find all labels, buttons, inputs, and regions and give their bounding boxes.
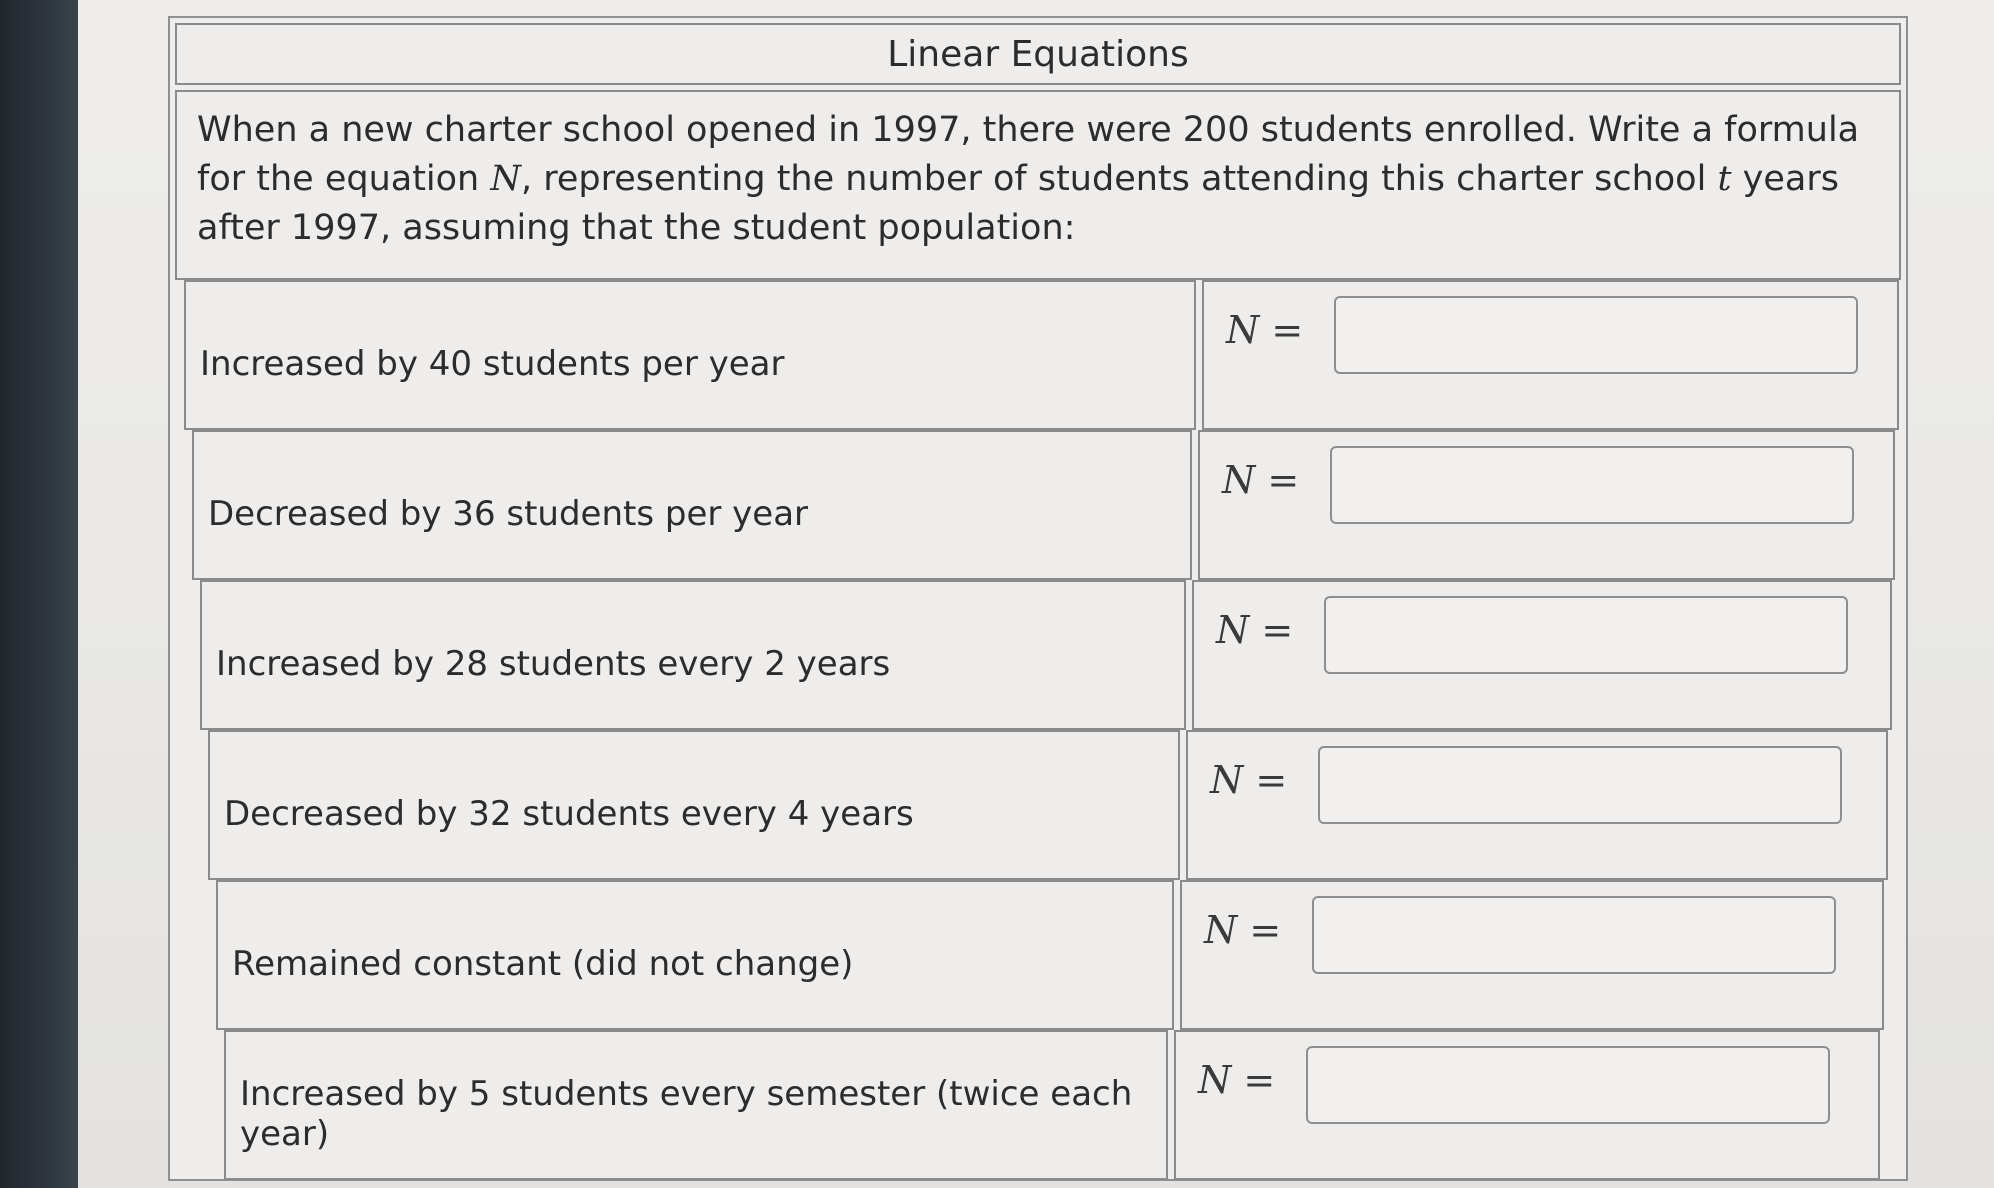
answer-cell (1192, 580, 1892, 730)
row-description: Remained constant (did not change) (216, 880, 1174, 1030)
page-title: Linear Equations (175, 23, 1901, 85)
answer-cell (1174, 1030, 1880, 1180)
row-description: Decreased by 32 students every 4 years (208, 730, 1180, 880)
prompt-text-3: years after 1997, assuming that the student population: (197, 159, 1839, 248)
equation-label: N = (1216, 608, 1294, 652)
question-prompt (175, 90, 1901, 280)
equation-label: N = (1204, 908, 1282, 952)
equation-label: N = (1198, 1058, 1276, 1102)
equation-label: N = (1226, 308, 1304, 352)
table-row (224, 1030, 1880, 1180)
answer-input-1[interactable] (1334, 296, 1858, 374)
screen-bezel (0, 0, 78, 1188)
answer-cell (1186, 730, 1888, 880)
answer-cell (1202, 280, 1899, 430)
table-row (200, 580, 1892, 730)
row-description: Increased by 40 students per year (184, 280, 1196, 430)
prompt-text-2: , representing the number of students attending this charter school (521, 159, 1718, 199)
answer-cell (1198, 430, 1895, 580)
table-row (184, 280, 1899, 430)
variable-t: t (1717, 159, 1732, 199)
table-row (208, 730, 1888, 880)
row-description: Increased by 28 students every 2 years (200, 580, 1186, 730)
table-row (216, 880, 1884, 1030)
prompt-text-1: When a new charter school opened in 1997, there were 200 students enrolled. Write a formula for the equation (197, 110, 1860, 199)
answer-table (184, 280, 1899, 1180)
answer-input-3[interactable] (1324, 596, 1848, 674)
equation-label: N = (1222, 458, 1300, 502)
variable-n: N (490, 159, 521, 199)
worksheet (168, 16, 1908, 1181)
page (78, 0, 1994, 1188)
answer-input-4[interactable] (1318, 746, 1842, 824)
row-description: Decreased by 36 students per year (192, 430, 1192, 580)
answer-input-6[interactable] (1306, 1046, 1830, 1124)
row-description: Increased by 5 students every semester (twice each year) (224, 1030, 1168, 1180)
answer-input-5[interactable] (1312, 896, 1836, 974)
answer-input-2[interactable] (1330, 446, 1854, 524)
equation-label: N = (1210, 758, 1288, 802)
answer-cell (1180, 880, 1884, 1030)
table-row (192, 430, 1895, 580)
